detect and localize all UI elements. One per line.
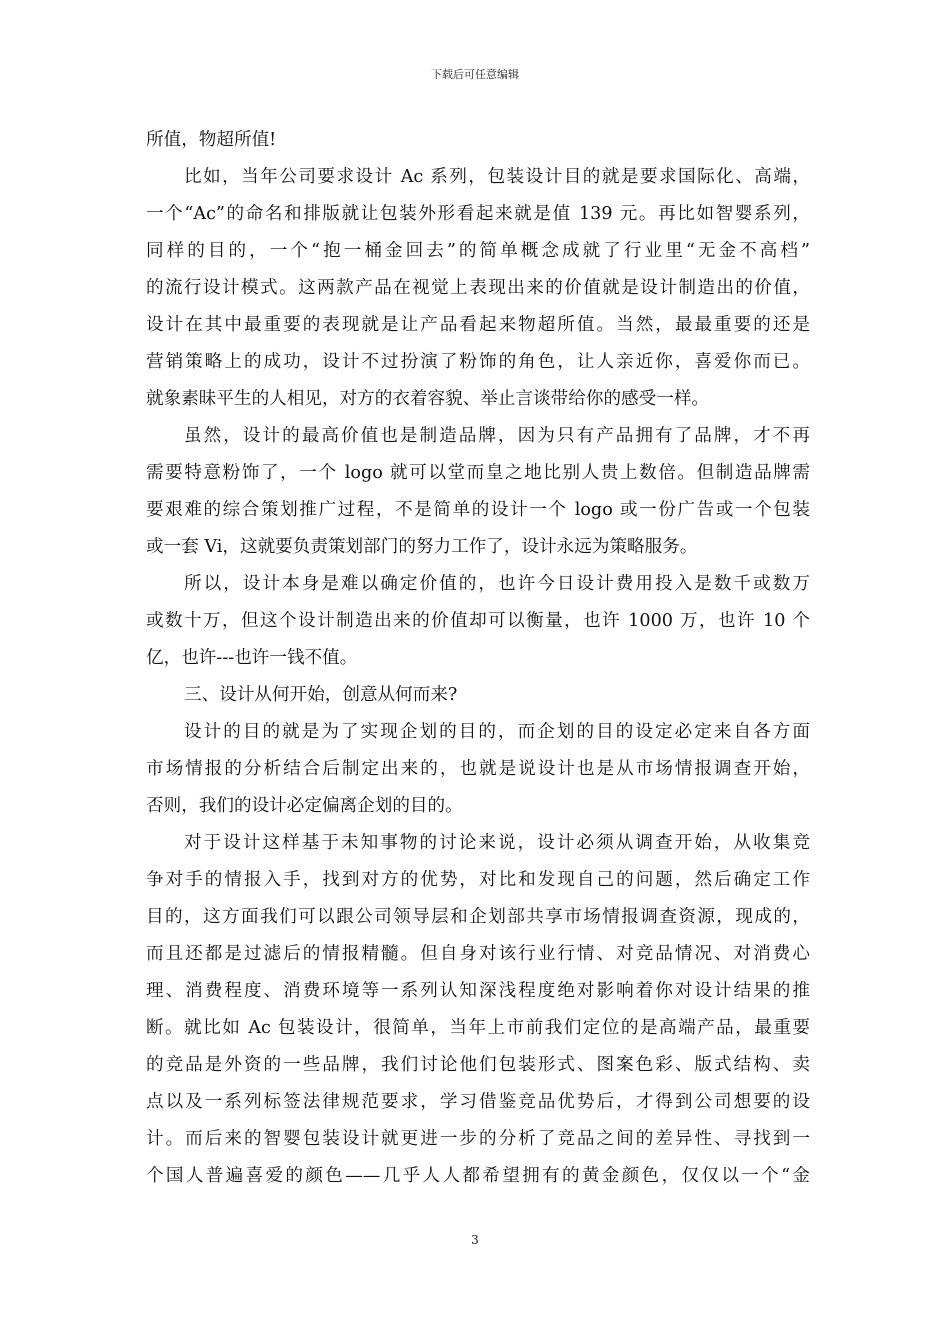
text-line: 需要特意粉饰了，一个 logo 就可以堂而皇之地比别人贵上数倍。但制造品牌需	[146, 463, 810, 483]
text-line: 的竞品是外资的一些品牌，我们讨论他们包装形式、图案色彩、版式结构、卖	[146, 1055, 810, 1075]
text-line: 同样的目的，一个“抱一桶金回去”的简单概念成就了行业里“无金不高档”	[146, 241, 810, 261]
text-line: 比如，当年公司要求设计 Ac 系列，包装设计目的就是要求国际化、高端，	[184, 167, 810, 187]
section-heading: 三、设计从何开始，创意从何而来?	[184, 685, 458, 705]
text-line: 设计的目的就是为了实现企划的目的，而企划的目的设定必定来自各方面	[184, 722, 810, 742]
text-line: 就象素昧平生的人相见，对方的衣着容貌、举止言谈带给你的感受一样。	[146, 389, 710, 409]
text-line: 所以，设计本身是难以确定价值的，也许今日设计费用投入是数千或数万	[184, 574, 810, 594]
text-line: 所值，物超所值!	[146, 130, 277, 150]
text-line: 对于设计这样基于未知事物的讨论来说，设计必须从调查开始，从收集竞	[184, 833, 810, 853]
text-line: 的流行设计模式。这两款产品在视觉上表现出来的价值就是设计制造出的价值，	[146, 278, 810, 298]
text-line: 否则，我们的设计必定偏离企划的目的。	[146, 796, 463, 816]
text-line: 理、消费程度、消费环境等一系列认知深浅程度绝对影响着你对设计结果的推	[146, 981, 810, 1001]
text-line: 要艰难的综合策划推广过程，不是简单的设计一个 logo 或一份广告或一个包装	[146, 500, 810, 520]
text-line: 点以及一系列标签法律规范要求，学习借鉴竞品优势后，才得到公司想要的设	[146, 1092, 810, 1112]
document-body	[146, 122, 810, 1195]
text-line: 争对手的情报入手，找到对方的优势，对比和发现自己的问题，然后确定工作	[146, 870, 810, 890]
text-line: 目的，这方面我们可以跟公司领导层和企划部共享市场情报调查资源，现成的，	[146, 907, 810, 927]
text-line: 亿，也许---也许一钱不值。	[146, 648, 358, 668]
text-line: 或数十万，但这个设计制造出来的价值却可以衡量，也许 1000 万，也许 10 个	[146, 611, 810, 631]
text-line: 而且还都是过滤后的情报精髓。但自身对该行业行情、对竞品情况、对消费心	[146, 944, 810, 964]
text-line: 市场情报的分析结合后制定出来的，也就是说设计也是从市场情报调查开始，	[146, 759, 810, 779]
text-line: 营销策略上的成功，设计不过扮演了粉饰的角色，让人亲近你，喜爱你而已。	[146, 352, 810, 372]
text-line: 设计在其中最重要的表现就是让产品看起来物超所值。当然，最最重要的还是	[146, 315, 810, 335]
text-line: 虽然，设计的最高价值也是制造品牌，因为只有产品拥有了品牌，才不再	[184, 426, 810, 446]
page-number: 3	[471, 1233, 479, 1247]
text-line: 个国人普遍喜爱的颜色——几乎人人都希望拥有的黄金颜色，仅仅以一个“金	[146, 1166, 810, 1186]
text-line: 一个“Ac”的命名和排版就让包装外形看起来就是值 139 元。再比如智婴系列，	[146, 204, 810, 224]
page-header: 下载后可任意编辑	[431, 68, 519, 81]
text-line: 计。而后来的智婴包装设计就更进一步的分析了竞品之间的差异性、寻找到一	[146, 1129, 810, 1149]
text-line: 或一套 Vi，这就要负责策划部门的努力工作了，设计永远为策略服务。	[146, 537, 698, 557]
text-line: 断。就比如 Ac 包装设计，很简单，当年上市前我们定位的是高端产品，最重要	[146, 1018, 810, 1038]
